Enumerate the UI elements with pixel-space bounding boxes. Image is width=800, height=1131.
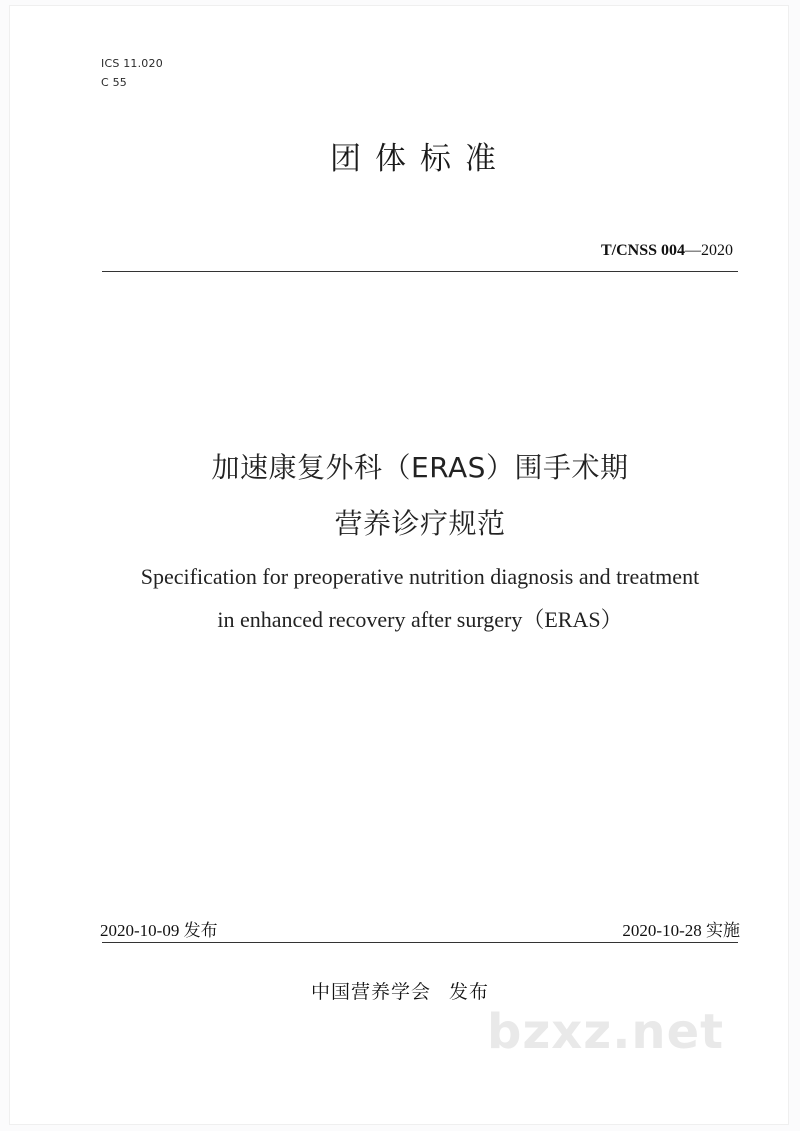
- standard-number: [601, 242, 733, 260]
- standard-number-prefix: T/CNSS 004: [600, 242, 685, 259]
- title-english-line1: Specification for preoperative nutrition diagnosis and treatment: [140, 564, 700, 589]
- bottom-divider: [102, 942, 738, 943]
- publisher: [0, 977, 800, 1004]
- ics-code: ICS 11.020: [101, 57, 163, 70]
- publisher-name: 中国营养学会: [310, 981, 431, 1003]
- standard-number-suffix: —2020: [685, 242, 733, 259]
- top-divider: [102, 271, 738, 272]
- title-chinese-line1: 加速康复外科（ERAS）围手术期: [211, 451, 629, 484]
- title-chinese-line2: 营养诊疗规范: [334, 507, 506, 540]
- publisher-action: 发布: [449, 981, 490, 1003]
- ccs-code: C 55: [101, 76, 127, 89]
- issue-date: 2020-10-09 发布: [100, 921, 218, 940]
- standard-type-heading: 团体标准: [330, 141, 510, 177]
- title-english-line2: in enhanced recovery after surgery（ERAS）: [217, 607, 623, 632]
- implementation-date: 2020-10-28 实施: [622, 921, 740, 940]
- watermark-text: bzxz.net: [487, 1004, 725, 1060]
